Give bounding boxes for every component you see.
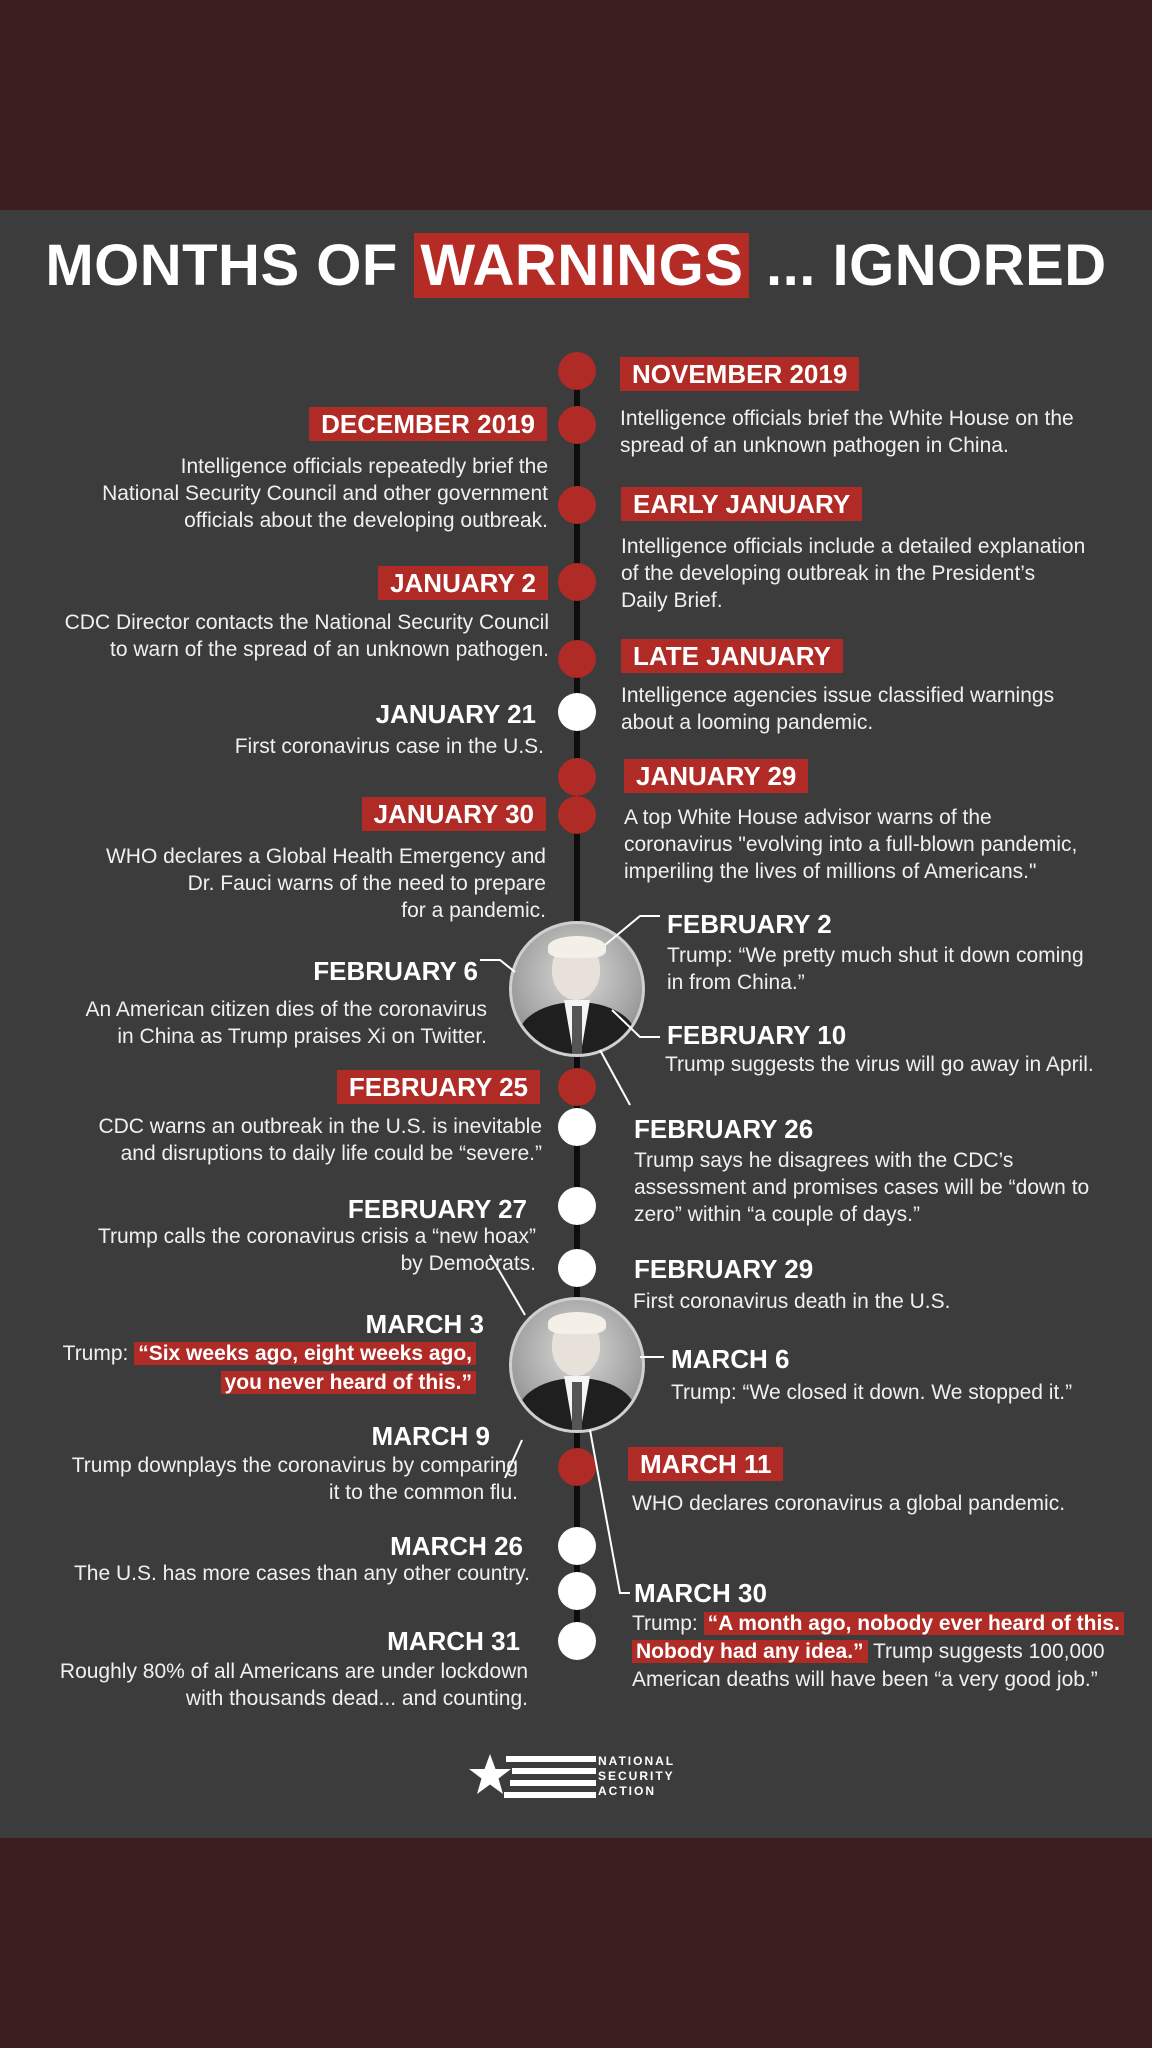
title-part1: MONTHS OF (45, 233, 415, 298)
event-date: NOVEMBER 2019 (620, 357, 859, 391)
timeline-dot (558, 1572, 596, 1610)
star-flag-icon (468, 1750, 598, 1806)
timeline-dot (558, 1448, 596, 1486)
timeline-dot (558, 406, 596, 444)
event-description: WHO declares a Global Health Emergency and Dr. Fauci warns of the need to prepare for a pandemic. (105, 845, 546, 922)
event-date: MARCH 6 (671, 1344, 790, 1374)
event-date: MARCH 30 (634, 1578, 767, 1608)
event-description: The U.S. has more cases than any other country. (73, 1562, 530, 1585)
event-date: EARLY JANUARY (621, 487, 862, 521)
event-description: Intelligence agencies issue classified warnings about a looming pandemic. (621, 684, 1055, 734)
logo-text: NATIONAL SECURITY ACTION (598, 1754, 676, 1798)
highlighted-quote: Nobody had any idea.” (632, 1640, 868, 1663)
timeline-dot (558, 758, 596, 796)
event-date: MARCH 9 (371, 1421, 490, 1451)
timeline-dot (558, 1527, 596, 1565)
event-description: Trump says he disagrees with the CDC’s assessment and promises cases will be “down to zero” within “a couple of days.” (634, 1149, 1090, 1226)
event-description: WHO declares coronavirus a global pandemic. (632, 1492, 1066, 1515)
trump-photo (509, 921, 645, 1057)
event-description: Trump calls the coronavirus crisis a “new hoax” by Democrats. (97, 1225, 536, 1275)
event-description: Trump: “We pretty much shut it down coming in from China.” (667, 944, 1084, 994)
event-description: Trump downplays the coronavirus by comparing it to the common flu. (71, 1454, 518, 1504)
title-highlight: WARNINGS (414, 233, 749, 298)
page-title (0, 232, 1152, 299)
event-description: Trump suggests the virus will go away in April. (665, 1053, 1094, 1076)
national-security-action-logo (468, 1750, 688, 1810)
event-description: A top White House advisor warns of the coronavirus "evolving into a full-blown pandemic, imperiling the lives of millions of Americans." (624, 806, 1078, 883)
event-date: FEBRUARY 2 (667, 909, 832, 939)
event-date: DECEMBER 2019 (309, 407, 547, 441)
event-date: LATE JANUARY (621, 639, 843, 673)
event-description: Intelligence officials brief the White House on the spread of an unknown pathogen in China. (620, 407, 1074, 457)
event-description: First coronavirus case in the U.S. (234, 735, 544, 758)
event-date: JANUARY 2 (378, 566, 548, 600)
highlighted-quote: “A month ago, nobody ever heard of this. (704, 1612, 1124, 1635)
timeline-dot (558, 1108, 596, 1146)
event-date: FEBRUARY 25 (337, 1070, 540, 1104)
event-description: Intelligence officials include a detailed explanation of the developing outbreak in the President’s Daily Brief. (621, 535, 1086, 612)
event-date: JANUARY 29 (624, 759, 808, 793)
event-date: JANUARY 30 (362, 797, 546, 831)
event-description: An American citizen dies of the coronavirus in China as Trump praises Xi on Twitter. (85, 998, 487, 1048)
event-date: FEBRUARY 6 (313, 956, 478, 986)
event-description: CDC warns an outbreak in the U.S. is inevitable and disruptions to daily life could be “severe.” (98, 1115, 542, 1165)
timeline-dot (558, 640, 596, 678)
highlighted-quote: “Six weeks ago, eight weeks ago, (134, 1342, 476, 1365)
timeline-dot (558, 352, 596, 390)
event-description: Trump: “Six weeks ago, eight weeks ago, you never heard of this.” (63, 1339, 476, 1397)
trump-photo (509, 1297, 645, 1433)
highlighted-quote: you never heard of this.” (221, 1371, 476, 1394)
event-description: Roughly 80% of all Americans are under lockdown with thousands dead... and counting. (59, 1660, 528, 1710)
event-description: Intelligence officials repeatedly brief the National Security Council and other government officials about the developing outbreak. (102, 455, 548, 532)
timeline-dot (558, 1068, 596, 1106)
event-date: FEBRUARY 27 (347, 1194, 527, 1224)
timeline-dot (558, 563, 596, 601)
event-date: FEBRUARY 26 (634, 1114, 814, 1144)
event-date: MARCH 26 (390, 1531, 523, 1561)
event-description: Trump: “We closed it down. We stopped it.” (671, 1381, 1073, 1404)
timeline-dot (558, 1187, 596, 1225)
event-description: First coronavirus death in the U.S. (633, 1290, 951, 1313)
event-date: FEBRUARY 10 (667, 1020, 847, 1050)
timeline-dot (558, 1622, 596, 1660)
event-date: MARCH 3 (365, 1309, 484, 1339)
event-date: MARCH 31 (387, 1626, 520, 1656)
timeline-dot (558, 1249, 596, 1287)
timeline-dot (558, 693, 596, 731)
event-description: Trump: “A month ago, nobody ever heard of this. Nobody had any idea.” Trump suggests 100,000 American deaths will have been “a very good job.” (632, 1610, 1124, 1694)
event-description: CDC Director contacts the National Security Council to warn of the spread of an unknown pathogen. (64, 611, 549, 661)
timeline-dot (558, 486, 596, 524)
timeline-dot (558, 796, 596, 834)
event-date: MARCH 11 (628, 1447, 783, 1481)
event-date: FEBRUARY 29 (634, 1254, 814, 1284)
event-date: JANUARY 21 (375, 699, 536, 729)
title-part2: ... IGNORED (749, 233, 1107, 298)
